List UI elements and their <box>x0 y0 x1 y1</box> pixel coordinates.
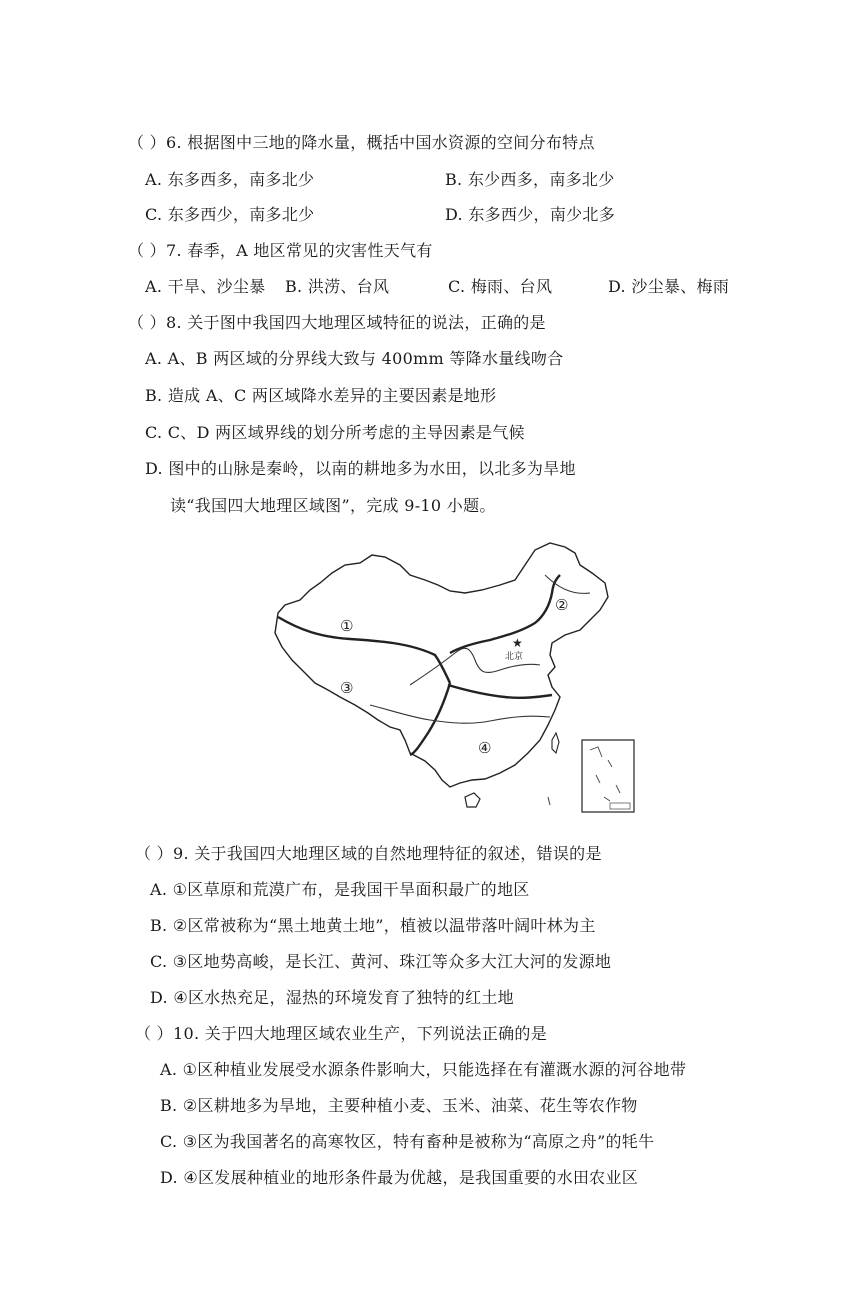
beijing-label: 北京 <box>505 652 524 662</box>
question-7-option-d: D. 沙尘暴、梅雨 <box>608 277 730 296</box>
region-label-1: ① <box>340 617 354 635</box>
question-6-option-b: B. 东少西多，南多北少 <box>445 170 615 189</box>
region-label-2: ② <box>555 596 569 614</box>
question-8-option-c: C. C、D 两区域界线的划分所考虑的主导因素是气候 <box>145 423 525 442</box>
inset-scale-box <box>610 803 630 809</box>
south-china-sea-inset <box>582 740 634 812</box>
question-7-option-c: C. 梅雨、台风 <box>448 277 553 296</box>
question-10-stem: （ ）10. 关于四大地理区域农业生产，下列说法正确的是 <box>135 1024 548 1043</box>
yangtze-river <box>370 705 550 723</box>
beijing-star-icon: ★ <box>512 636 523 650</box>
question-7-option-b: B. 洪涝、台风 <box>285 277 390 296</box>
question-9-option-a: A. ①区草原和荒漠广布，是我国干旱面积最广的地区 <box>150 880 530 899</box>
region-label-4: ④ <box>478 739 492 757</box>
boundary-northwest-tibet <box>278 617 450 683</box>
inset-islands <box>590 747 620 801</box>
question-6-option-a: A. 东多西多，南多北少 <box>145 170 315 189</box>
boundary-north-northwest <box>450 575 560 653</box>
question-6-option-c: C. 东多西少，南多北少 <box>145 205 315 224</box>
question-9-stem: （ ）9. 关于我国四大地理区域的自然地理特征的叙述，错误的是 <box>135 844 602 863</box>
question-9-option-c: C. ③区地势高峻，是长江、黄河、珠江等众多大江大河的发源地 <box>150 952 612 971</box>
question-10-option-c: C. ③区为我国著名的高寒牧区，特有畜种是被称为“高原之舟”的牦牛 <box>160 1132 655 1151</box>
question-7-option-a: A. 干旱、沙尘暴 <box>145 277 266 296</box>
coast-mark <box>548 797 550 805</box>
boundary-north-south <box>448 685 552 698</box>
question-6-option-d: D. 东多西少，南少北多 <box>445 205 616 224</box>
taiwan-island <box>552 733 559 753</box>
china-four-regions-map <box>260 535 650 820</box>
question-8-option-b: B. 造成 A、C 两区域降水差异的主要因素是地形 <box>145 386 497 405</box>
question-8-option-d: D. 图中的山脉是秦岭，以南的耕地多为水田，以北多为旱地 <box>145 459 576 478</box>
question-10-option-a: A. ①区种植业发展受水源条件影响大，只能选择在有灌溉水源的河谷地带 <box>160 1060 687 1079</box>
question-9-option-d: D. ④区水热充足，湿热的环境发育了独特的红土地 <box>150 988 514 1007</box>
question-7-stem: （ ）7. 春季，A 地区常见的灾害性天气有 <box>128 241 433 260</box>
question-8-stem: （ ）8. 关于图中我国四大地理区域特征的说法，正确的是 <box>128 313 546 332</box>
region-label-3: ③ <box>340 679 354 697</box>
question-10-option-d: D. ④区发展种植业的地形条件最为优越，是我国重要的水田农业区 <box>160 1168 639 1187</box>
question-8-option-a: A. A、B 两区域的分界线大致与 400mm 等降水量线吻合 <box>145 349 564 368</box>
question-10-option-b: B. ②区耕地多为旱地，主要种植小麦、玉米、油菜、花生等农作物 <box>160 1096 638 1115</box>
map-reading-instruction: 读“我国四大地理区域图”，完成 9-10 小题。 <box>170 496 496 515</box>
china-map-figure <box>260 535 650 820</box>
question-9-option-b: B. ②区常被称为“黑土地黄土地”，植被以温带落叶阔叶林为主 <box>150 916 596 935</box>
question-6-stem: （ ）6. 根据图中三地的降水量，概括中国水资源的空间分布特点 <box>128 133 595 152</box>
boundary-tibet-south <box>410 683 450 755</box>
hainan-island <box>465 793 480 807</box>
